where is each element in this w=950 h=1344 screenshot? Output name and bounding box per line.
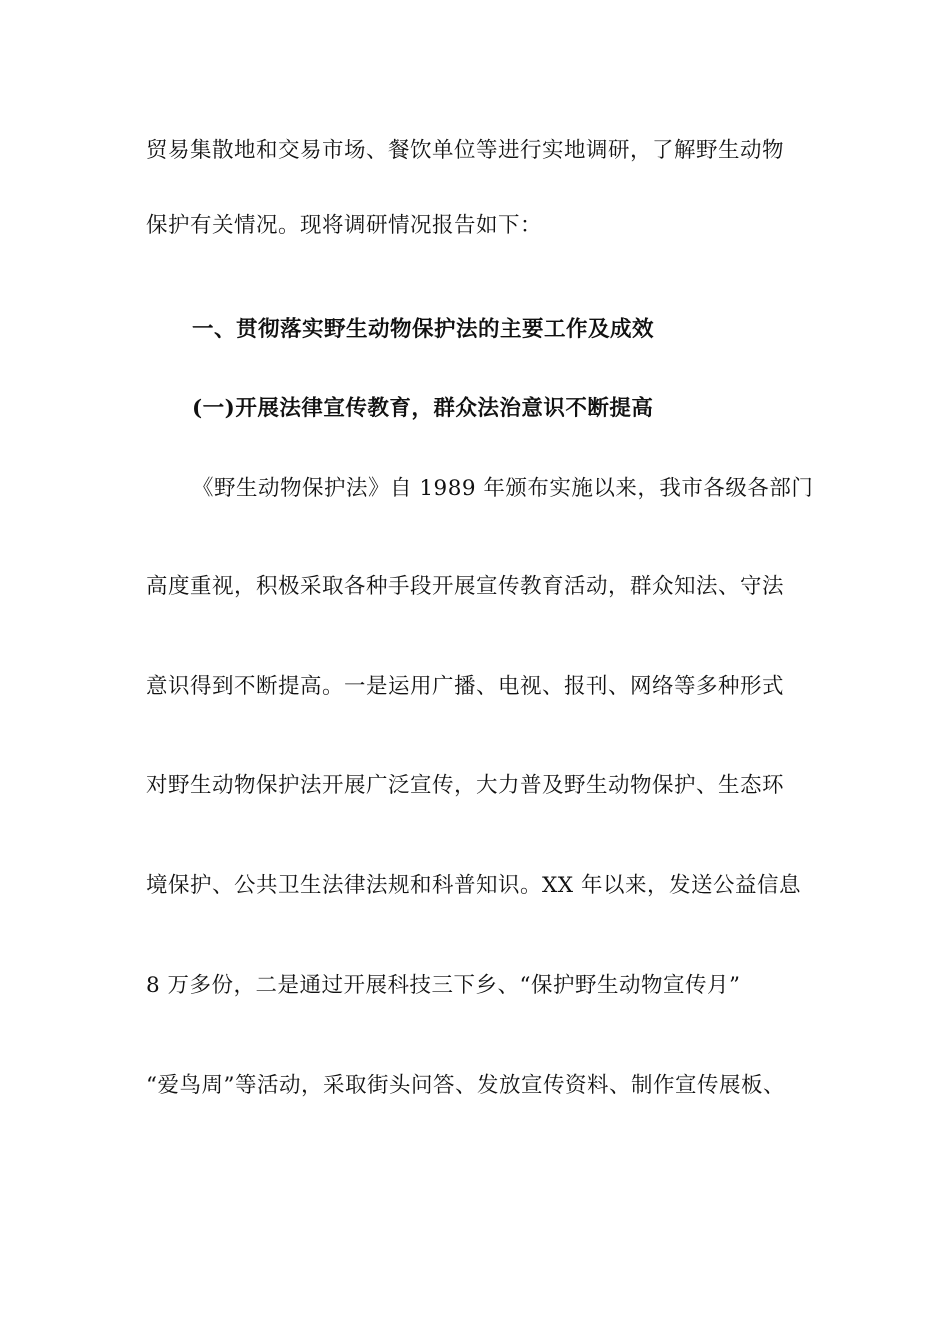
body-text-line: 境保护、公共卫生法律法规和科普知识。XX 年以来，发送公益信息 <box>146 873 801 898</box>
body-text-line: 8 万多份，二是通过开展科技三下乡、“保护野生动物宣传月” <box>146 973 741 998</box>
body-text-line: 贸易集散地和交易市场、餐饮单位等进行实地调研，了解野生动物 <box>146 138 785 163</box>
body-text-line: 意识得到不断提高。一是运用广播、电视、报刊、网络等多种形式 <box>146 674 785 699</box>
subsection-heading: (一)开展法律宣传教育，群众法治意识不断提高 <box>192 396 654 421</box>
body-text-line: 《野生动物保护法》自 1989 年颁布实施以来，我市各级各部门 <box>192 476 814 501</box>
body-text-line: 保护有关情况。现将调研情况报告如下： <box>146 213 543 238</box>
body-text-line: 高度重视，积极采取各种手段开展宣传教育活动，群众知法、守法 <box>146 574 785 599</box>
body-text-line: 对野生动物保护法开展广泛宣传，大力普及野生动物保护、生态环 <box>146 773 785 798</box>
section-heading: 一、贯彻落实野生动物保护法的主要工作及成效 <box>192 317 655 342</box>
body-text-line: “爱鸟周”等活动，采取街头问答、发放宣传资料、制作宣传展板、 <box>146 1073 785 1098</box>
